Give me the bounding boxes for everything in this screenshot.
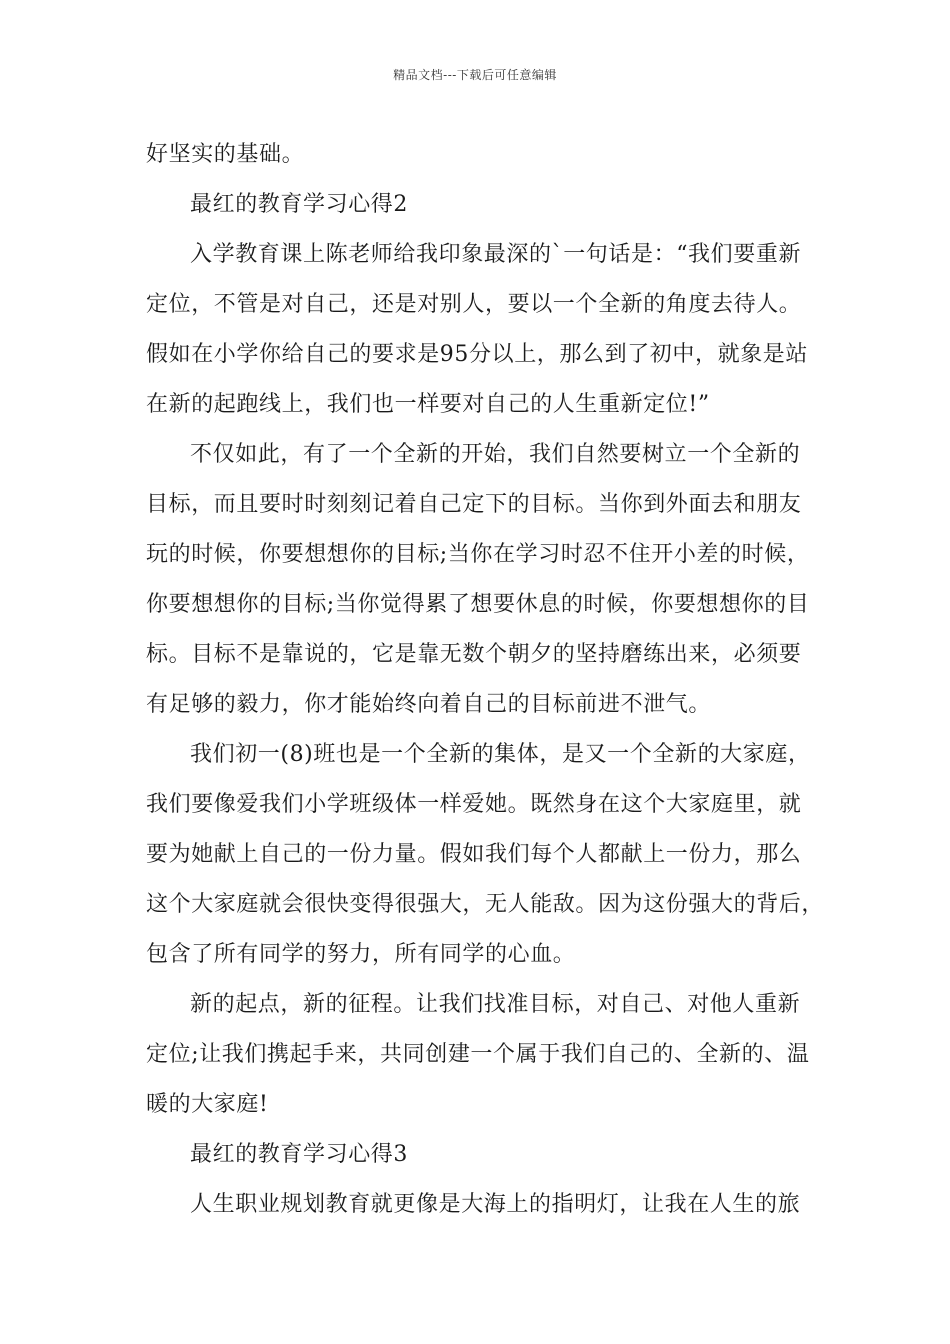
paragraph-line: 好坚实的基础。 [146,142,305,167]
paragraph-line: 暖的大家庭! [146,1092,269,1117]
paragraph-line: 定位，不管是对自己，还是对别人，要以一个全新的角度去待人。 [146,292,802,317]
paragraph-line: 我们初一(8)班也是一个全新的集体，是又一个全新的大家庭， [190,742,811,767]
section-heading: 最红的教育学习心得3 [190,1142,408,1167]
paragraph-line: 包含了所有同学的努力，所有同学的心血。 [146,942,576,967]
paragraph-line: 你要想想你的目标;当你觉得累了想要休息的时候，你要想想你的目 [146,592,810,617]
paragraph-line: 定位;让我们携起手来，共同创建一个属于我们自己的、全新的、温 [146,1042,810,1067]
paragraph-line: 要为她献上自己的一份力量。假如我们每个人都献上一份力，那么 [146,842,802,867]
paragraph-line: 标。目标不是靠说的，它是靠无数个朝夕的坚持磨练出来，必须要 [146,642,802,667]
page-header: 精品文档---下载后可任意编辑 [393,68,557,82]
paragraph-line: 目标，而且要时时刻刻记着自己定下的目标。当你到外面去和朋友 [146,492,802,517]
paragraph-line: 不仅如此，有了一个全新的开始，我们自然要树立一个全新的 [190,442,801,467]
paragraph-line: 玩的时候，你要想想你的目标;当你在学习时忍不住开小差的时候， [146,542,810,567]
paragraph-line: 这个大家庭就会很快变得很强大，无人能敌。因为这份强大的背后， [146,892,825,917]
document-body [146,130,826,1230]
paragraph-line: 有足够的毅力，你才能始终向着自己的目标前进不泄气。 [146,692,712,717]
paragraph-line: 入学教育课上陈老师给我印象最深的`一句话是：“我们要重新 [190,242,802,267]
paragraph-line: 假如在小学你给自己的要求是95分以上，那么到了初中，就象是站 [146,342,808,367]
paragraph-line: 我们要像爱我们小学班级体一样爱她。既然身在这个大家庭里，就 [146,792,802,817]
section-heading: 最红的教育学习心得2 [190,192,408,217]
paragraph-line: 新的起点，新的征程。让我们找准目标，对自己、对他人重新 [190,992,801,1017]
paragraph-line: 在新的起跑线上，我们也一样要对自己的人生重新定位!” [146,392,710,417]
paragraph-line: 人生职业规划教育就更像是大海上的指明灯，让我在人生的旅 [190,1192,801,1217]
